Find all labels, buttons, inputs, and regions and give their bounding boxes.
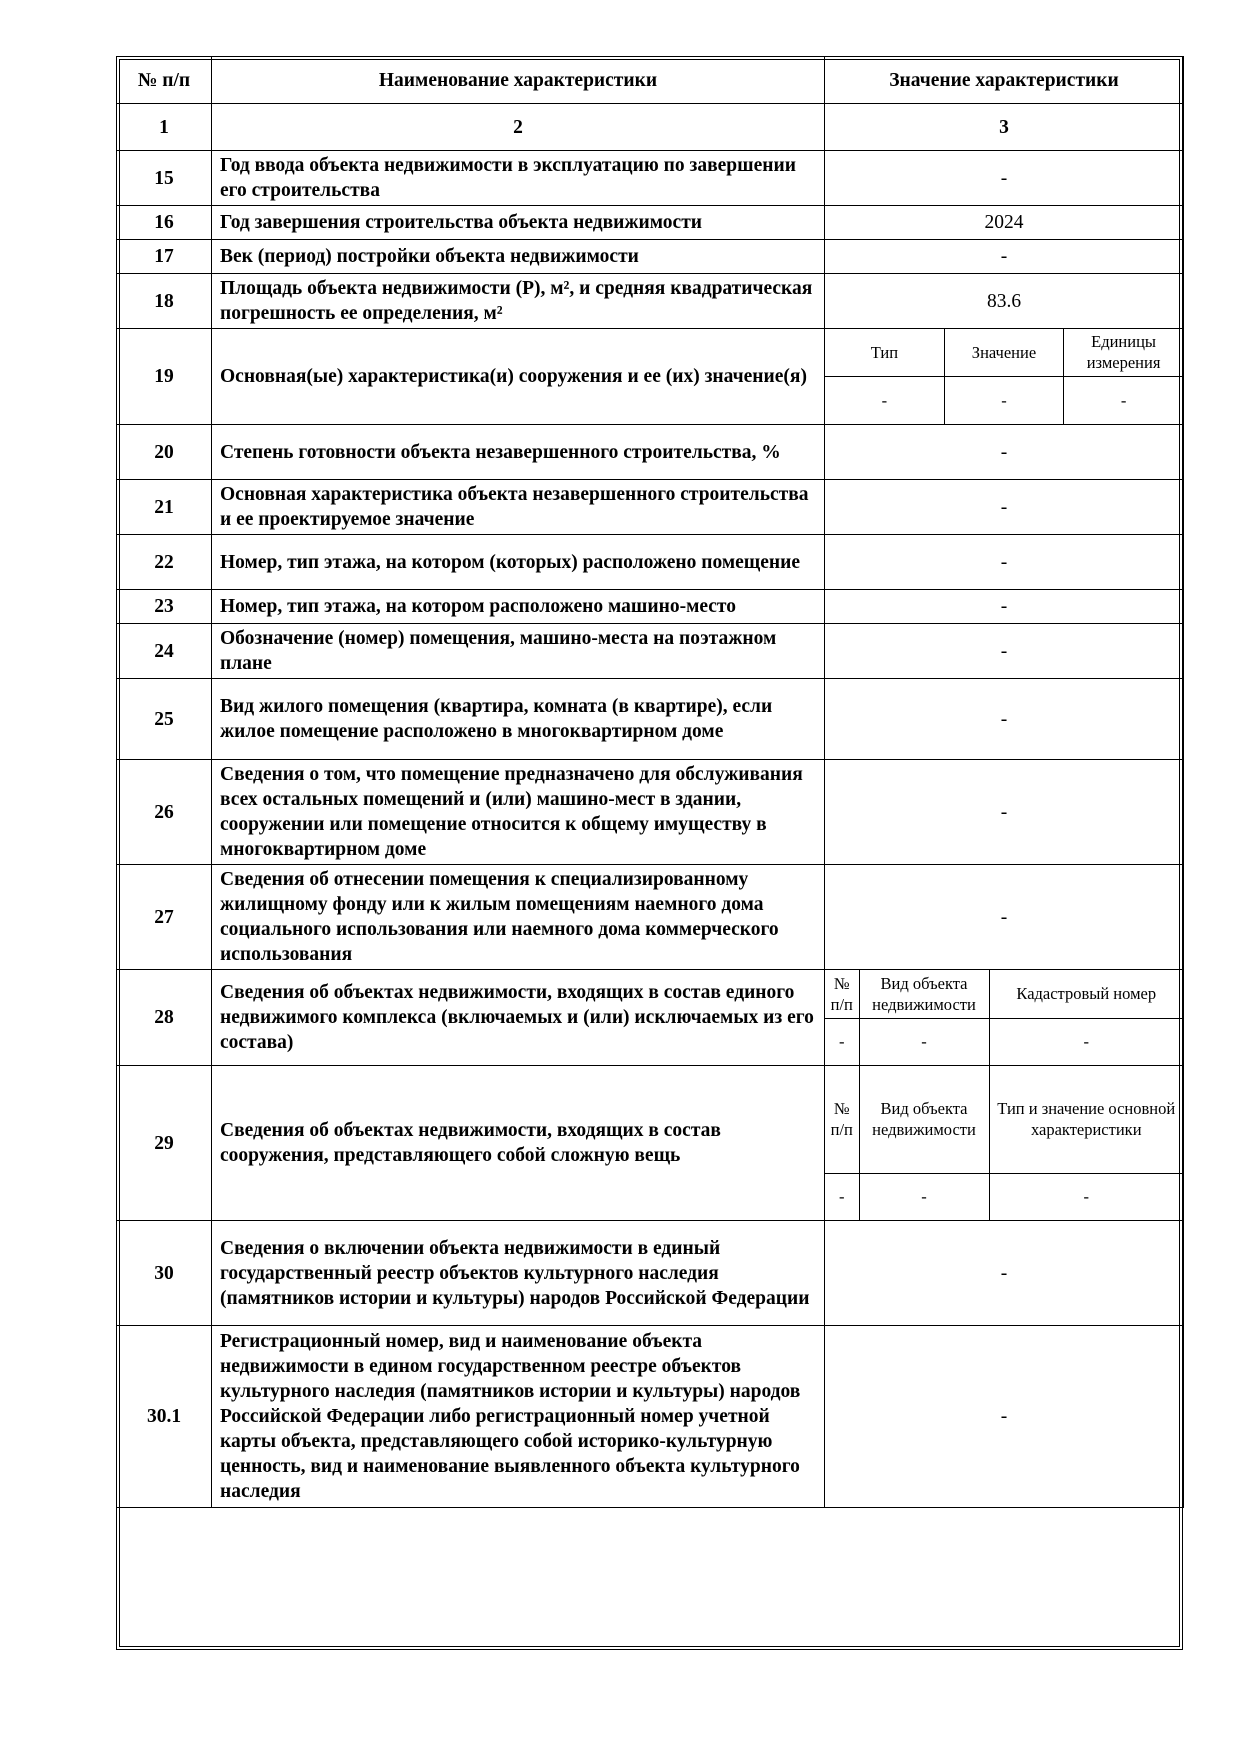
row-name: Номер, тип этажа, на котором (которых) расположено помещение — [212, 535, 825, 590]
row-number: 24 — [117, 624, 212, 679]
column-number-2: 2 — [212, 104, 825, 151]
table-row — [117, 535, 1184, 590]
subtable-header: Единицы измерения — [1064, 329, 1183, 376]
characteristics-table — [116, 56, 1184, 1508]
row-name: Сведения о том, что помещение предназначено для обслуживания всех остальных помещений и (или) машино-мест в здании, сооружении или помещение относится к общему имуществу в многоквартирном доме — [212, 760, 825, 865]
row-number: 30.1 — [117, 1326, 212, 1508]
table-column-numbers-row — [117, 104, 1184, 151]
row-number: 27 — [117, 865, 212, 970]
row-value: - — [825, 760, 1184, 865]
row-value: - — [825, 425, 1184, 480]
subtable-value: - — [859, 1173, 989, 1220]
row-name: Площадь объекта недвижимости (Р), м², и средняя квадратическая погрешность ее определения, м² — [212, 274, 825, 329]
row-value: - — [825, 535, 1184, 590]
row-name: Сведения о включении объекта недвижимости в единый государственный реестр объектов культурного наследия (памятников истории и культуры) народов Российской Федерации — [212, 1221, 825, 1326]
subtable-header: Вид объекта недвижимости — [859, 1066, 989, 1173]
table-row — [117, 425, 1184, 480]
row-value: - — [825, 1221, 1184, 1326]
row-subtable-cell — [825, 329, 1184, 425]
structure-characteristics-subtable — [825, 329, 1183, 424]
table-row — [117, 329, 1184, 425]
header-name: Наименование характеристики — [212, 57, 825, 104]
row-name: Век (период) постройки объекта недвижимости — [212, 240, 825, 274]
subtable-header: № п/п — [825, 970, 859, 1018]
row-number: 17 — [117, 240, 212, 274]
row-name: Сведения об объектах недвижимости, входящих в состав единого недвижимого комплекса (включаемых и (или) исключаемых из его состава) — [212, 970, 825, 1066]
table-row — [117, 1066, 1184, 1221]
table-row — [117, 240, 1184, 274]
row-name: Год завершения строительства объекта недвижимости — [212, 206, 825, 240]
subtable-header: № п/п — [825, 1066, 859, 1173]
header-num: № п/п — [117, 57, 212, 104]
subtable-value: - — [1064, 376, 1183, 424]
row-number: 25 — [117, 679, 212, 760]
subtable-value: - — [859, 1018, 989, 1065]
row-name: Основная характеристика объекта незавершенного строительства и ее проектируемое значение — [212, 480, 825, 535]
table-row — [117, 679, 1184, 760]
table-row — [117, 624, 1184, 679]
row-value: 83.6 — [825, 274, 1184, 329]
row-name: Вид жилого помещения (квартира, комната (в квартире), если жилое помещение расположено в многоквартирном доме — [212, 679, 825, 760]
table-row — [117, 151, 1184, 206]
subtable-header: Тип и значение основной характеристики — [989, 1066, 1183, 1173]
row-value: - — [825, 590, 1184, 624]
table-row — [117, 760, 1184, 865]
row-name: Сведения об отнесении помещения к специализированному жилищному фонду или к жилым помещениям наемного дома социального использования или наемного дома коммерческого использования — [212, 865, 825, 970]
row-subtable-cell — [825, 1066, 1184, 1221]
row-number: 28 — [117, 970, 212, 1066]
row-number: 18 — [117, 274, 212, 329]
row-name: Основная(ые) характеристика(и) сооружения и ее (их) значение(я) — [212, 329, 825, 425]
table-row — [117, 1326, 1184, 1508]
row-name: Год ввода объекта недвижимости в эксплуатацию по завершении его строительства — [212, 151, 825, 206]
row-name: Сведения об объектах недвижимости, входящих в состав сооружения, представляющего собой сложную вещь — [212, 1066, 825, 1221]
row-number: 26 — [117, 760, 212, 865]
row-number: 22 — [117, 535, 212, 590]
subtable-value: - — [989, 1018, 1183, 1065]
table-row — [117, 206, 1184, 240]
subtable-header: Значение — [944, 329, 1063, 376]
row-name: Номер, тип этажа, на котором расположено машино-место — [212, 590, 825, 624]
subtable-value: - — [989, 1173, 1183, 1220]
row-value: - — [825, 151, 1184, 206]
row-number: 15 — [117, 151, 212, 206]
table-row — [117, 865, 1184, 970]
row-value: - — [825, 480, 1184, 535]
table-row — [117, 970, 1184, 1066]
row-number: 20 — [117, 425, 212, 480]
table-row — [117, 480, 1184, 535]
subtable-value: - — [825, 376, 944, 424]
row-value: - — [825, 865, 1184, 970]
row-number: 30 — [117, 1221, 212, 1326]
subtable-header: Кадастровый номер — [989, 970, 1183, 1018]
table-row — [117, 1221, 1184, 1326]
row-value: 2024 — [825, 206, 1184, 240]
row-value: - — [825, 679, 1184, 760]
table-row — [117, 590, 1184, 624]
subtable-header: Тип — [825, 329, 944, 376]
row-subtable-cell — [825, 970, 1184, 1066]
header-value: Значение характеристики — [825, 57, 1184, 104]
subtable-value: - — [825, 1173, 859, 1220]
row-value: - — [825, 1326, 1184, 1508]
row-value: - — [825, 240, 1184, 274]
row-name: Степень готовности объекта незавершенного строительства, % — [212, 425, 825, 480]
complex-objects-subtable — [825, 970, 1183, 1065]
table-row — [117, 274, 1184, 329]
row-number: 19 — [117, 329, 212, 425]
column-number-1: 1 — [117, 104, 212, 151]
column-number-3: 3 — [825, 104, 1184, 151]
subtable-header: Вид объекта недвижимости — [859, 970, 989, 1018]
row-number: 16 — [117, 206, 212, 240]
complex-thing-subtable — [825, 1066, 1183, 1220]
table-header-row — [117, 57, 1184, 104]
row-number: 23 — [117, 590, 212, 624]
row-name: Регистрационный номер, вид и наименование объекта недвижимости в едином государственном реестре объектов культурного наследия (памятников истории и культуры) народов Российской Федерации либо регистрационный номер учетной карты объекта, представляющего собой историко-культурную ценность, вид и наименование выявленного объекта культурного наследия — [212, 1326, 825, 1508]
row-number: 29 — [117, 1066, 212, 1221]
row-number: 21 — [117, 480, 212, 535]
row-name: Обозначение (номер) помещения, машино-места на поэтажном плане — [212, 624, 825, 679]
subtable-value: - — [944, 376, 1063, 424]
subtable-value: - — [825, 1018, 859, 1065]
row-value: - — [825, 624, 1184, 679]
